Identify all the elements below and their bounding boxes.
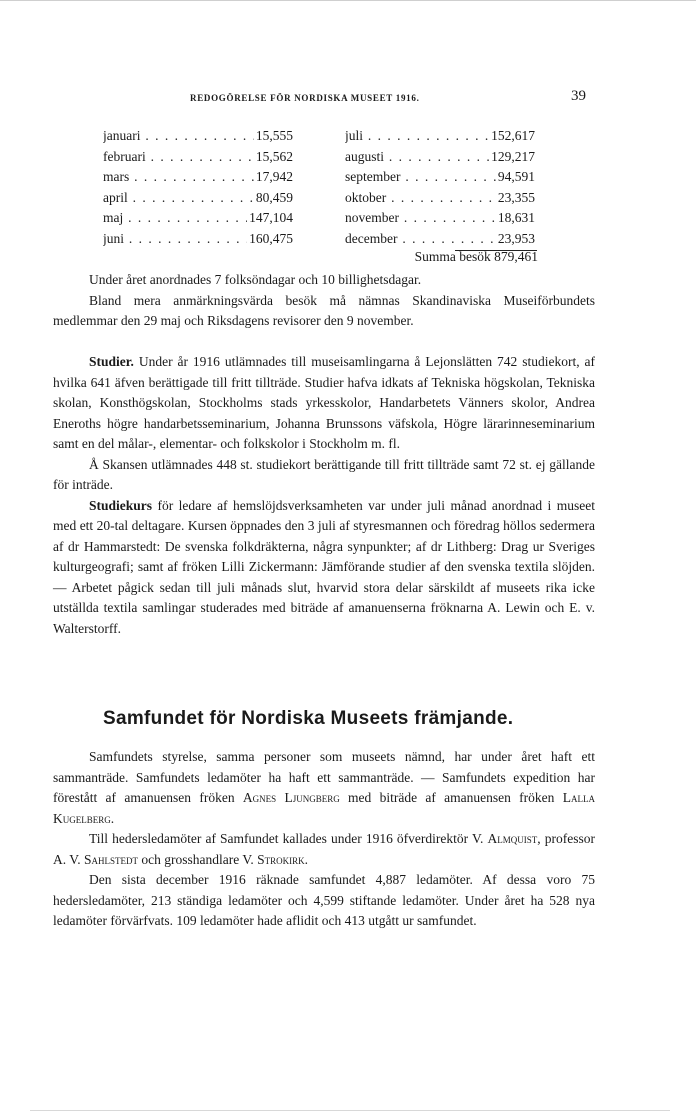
table-row [345, 126, 535, 147]
paragraph-studier [53, 352, 595, 455]
visitor-count: 80,459 [255, 189, 293, 205]
total-row [405, 249, 538, 265]
visitor-count: 152,617 [491, 128, 535, 143]
month-label: september . . . [345, 167, 496, 188]
table-row [103, 229, 293, 250]
month-label: juli . . . [345, 126, 489, 147]
paragraph-besok: Bland mera anmärkningsvärda besök må nämnas Skandinaviska Museiförbundets medlemmar den 29 maj och Riksdagens revisorer den 9 november. [53, 292, 595, 328]
month-label: mars . . . [103, 167, 254, 188]
month-label: maj . . . [103, 208, 247, 229]
visitor-count: 94,591 [497, 169, 535, 184]
running-head: REDOGÖRELSE FÖR NORDISKA MUSEET 1916. [190, 93, 420, 103]
visitor-count: 23,355 [497, 189, 535, 205]
visitors-table-right [345, 126, 535, 249]
person-name: Strokirk [257, 851, 305, 867]
table-row [103, 167, 293, 188]
page-number: 39 [571, 88, 586, 104]
paragraph-hedersledamoter: Till hedersledamöter af Samfundet kallades under 1916 öfverdirektör V. Almquist, professor A. V. Sahlstedt och grosshandlare V. Strokirk. [53, 831, 595, 867]
total-value: 879,461 [494, 249, 538, 264]
visitor-count: 15,555 [255, 128, 293, 143]
table-row [345, 147, 535, 168]
month-label: januari . . . [103, 126, 254, 147]
table-row [103, 208, 293, 229]
paragraph-skansen: Å Skansen utlämnades 448 st. studiekort berättigande till fritt tillträde samt 72 st. ej gällande för inträde. [53, 456, 595, 492]
body-text-studier [53, 352, 595, 639]
person-name: Almquist [487, 831, 538, 846]
body-text-samfundet [53, 747, 595, 932]
table-row [103, 126, 293, 147]
visitor-count: 17,942 [255, 169, 293, 184]
table-row [345, 208, 535, 229]
studiekurs-text: för ledare af hemslöjdsverksamheten var under juli månad anordnad i museet med ett 20-tal deltagare. Kursen öppnades den 3 juli af styresmannen och föredrag höllos sedermera af dr Hammarstedt: De svenska folkdräkterna, några synpunkter; af dr Lithberg: Drag ur Sveriges kulturgeografi; samt af fröken Lilli Zickermann: Jämförande studier af den svenska textila slöjden. — Arbetet pågick sedan till juli månads slut, hvarvid stora delar särskildt af museets rika icke utställda textila samlingar studerades med biträde af amanuenserna fröknarna A. Lewin och E. v. Walterstorff. [53, 497, 595, 636]
visitor-count: 147,104 [249, 210, 293, 225]
month-label: december . . . [345, 229, 496, 250]
person-name: Lalla Kugelberg [53, 790, 595, 826]
paragraph-studiekurs [53, 496, 595, 640]
visitors-table-left [103, 126, 293, 249]
month-label: juni . . . [103, 229, 247, 250]
visitor-count: 160,475 [249, 230, 293, 246]
person-name: Sahlstedt [84, 851, 139, 867]
section-heading: Samfundet för Nordiska Museets främjande. [103, 708, 514, 729]
studier-text: Under år 1916 utlämnades till museisamlingarna å Lejonslätten 742 studiekort, af hvilka 641 äfven berättigade till fritt tillträde. Studier hafva idkats af Tekniska högskolan, Tekniska skolan, Konsthögskolan, Stockholms stads yrkesskolor, Handarbetets Vänners skolor, Andrea Eneroths högre handarbetsseminarium, Johanna Brunssons väfskola, Högre lärarinneseminarium samt en del målar-, elementar- och folkskolor i Stockholm m. fl. [53, 354, 595, 451]
paragraph-styrelse: Samfundets styrelse, samma personer som museets nämnd, har under året haft ett sammanträde. Samfundets ledamöter ha haft ett sammanträde. — Samfundets expedition har förestått af amanuensen fröken Agnes Ljungberg med biträde af amanuensen fröken Lalla Kugelberg. [53, 749, 595, 826]
paragraph-folksondagar: Under året anordnades 7 folksöndagar och 10 billighetsdagar. [89, 272, 422, 287]
month-label: april . . . [103, 188, 254, 209]
paragraph-ledamoter: Den sista december 1916 räknade samfundet 4,887 ledamöter. Af dessa voro 75 hedersledamöter, 213 ständiga ledamöter och 4,599 stiftande ledamöter. Under året ha 528 nya ledamöter förvärfvats. 109 ledamöter hade aflidit och 413 utgått ur samfundet. [53, 872, 595, 928]
total-label: Summa besök [414, 249, 491, 264]
table-row [103, 188, 293, 209]
studier-label: Studier. [89, 354, 134, 369]
visitor-count: 23,953 [497, 230, 535, 246]
bottom-border [30, 1110, 670, 1111]
month-label: februari . . . [103, 147, 254, 168]
month-label: augusti . . . [345, 147, 489, 168]
top-border [0, 0, 696, 1]
month-label: november . . . [345, 208, 496, 229]
body-text-museum [53, 270, 595, 332]
month-label: oktober . . . [345, 188, 496, 209]
table-row [345, 167, 535, 188]
person-name: Agnes Ljungberg [242, 790, 340, 805]
table-row [345, 229, 535, 250]
studiekurs-label: Studiekurs [89, 497, 153, 513]
visitor-count: 15,562 [255, 148, 293, 164]
visitor-count: 129,217 [491, 148, 535, 164]
visitor-count: 18,631 [497, 210, 535, 225]
table-row [103, 147, 293, 168]
table-row [345, 188, 535, 209]
